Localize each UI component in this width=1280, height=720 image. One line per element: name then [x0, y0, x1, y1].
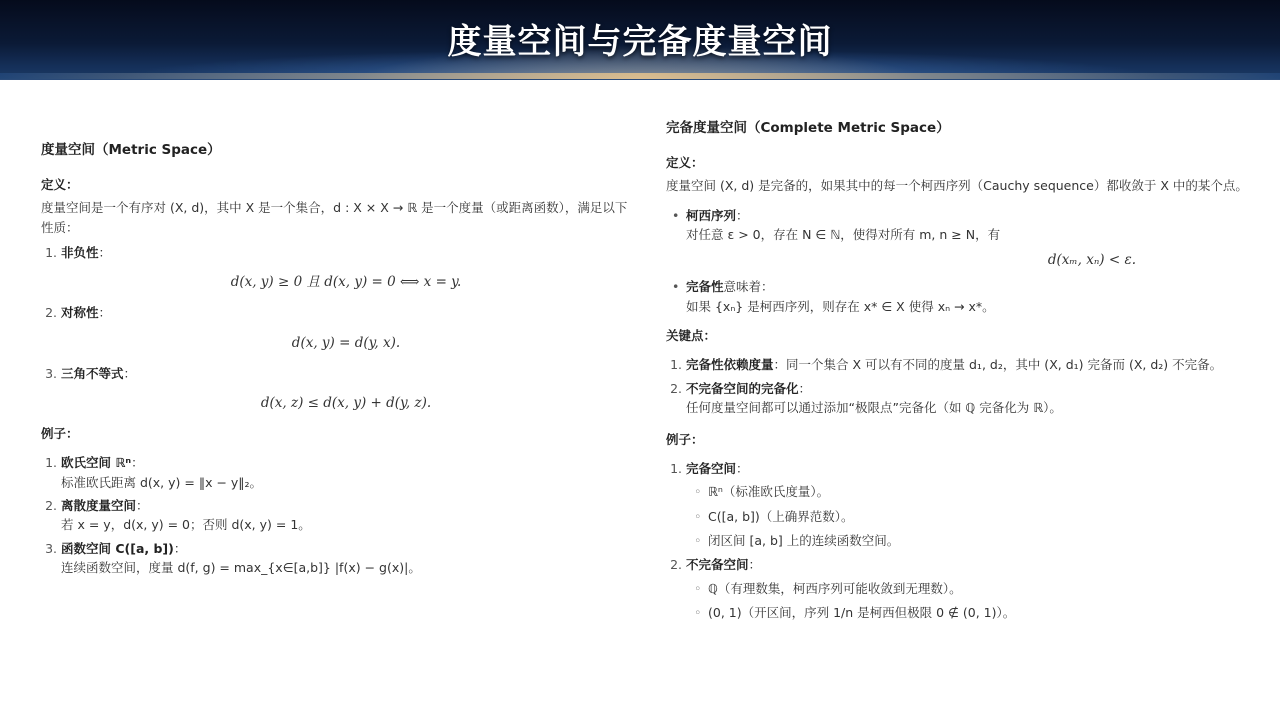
right-def-label-text: 定义: [666, 154, 692, 170]
complete-metric-space-section: [666, 118, 1256, 628]
left-definition-label: 定义：: [41, 176, 79, 192]
complete-spaces-list: [686, 482, 1256, 550]
incomplete-spaces-list: [686, 579, 1256, 623]
prop-label: 非负性: [61, 245, 99, 261]
list-item: ◦ ℝⁿ（标准欧氏度量）。: [694, 482, 1256, 501]
complete-spaces-label: 完备空间: [686, 460, 737, 476]
right-examples-list: [666, 459, 1256, 623]
bullet-text: 如果 {xₙ} 是柯西序列，则存在 x* ∈ X 使得 xₙ → x*。: [686, 298, 995, 314]
metric-space-heading: 度量空间（Metric Space）: [41, 142, 221, 158]
key-points-list: [666, 355, 1256, 417]
list-item: 2. 不完备空间的完备化： 任何度量空间都可以通过添加“极限点”完备化（如 ℚ 完备化为 ℝ）。: [686, 379, 1256, 418]
left-def-label-text: 定义: [41, 176, 67, 192]
list-item: ◦ (0, 1)（开区间，序列 1/n 是柯西但极限 0 ∉ (0, 1)）。: [694, 603, 1256, 622]
list-item: 2. 离散度量空间： 若 x = y，d(x, y) = 0；否则 d(x, y) = 1。: [61, 496, 631, 535]
complete-space-heading: 完备度量空间（Complete Metric Space）: [666, 120, 950, 136]
example-label: 函数空间 C([a, b]): [61, 540, 174, 556]
list-item: • 完备性意味着： 如果 {xₙ} 是柯西序列，则存在 x* ∈ X 使得 xₙ → x*。: [672, 277, 1256, 316]
key-text: 任何度量空间都可以通过添加“极限点”完备化（如 ℚ 完备化为 ℝ）。: [686, 400, 1062, 416]
example-text: 连续函数空间，度量 d(f, g) = max_{x∈[a,b]} |f(x) − g(x)|。: [61, 560, 421, 576]
prop-label: 对称性: [61, 305, 99, 321]
list-item: 1. 欧氏空间 ℝⁿ： 标准欧氏距离 d(x, y) = ‖x − y‖₂。: [61, 453, 631, 492]
right-definition-label: 定义：: [666, 154, 704, 170]
key-label: 不完备空间的完备化: [686, 380, 799, 396]
metric-properties-list: [41, 243, 631, 414]
incomplete-spaces-label: 不完备空间: [686, 557, 749, 573]
left-definition-text: 度量空间是一个有序对 (X, d)，其中 X 是一个集合，d : X × X → ℝ 是一个度量（或距离函数），满足以下性质：: [41, 200, 628, 235]
right-definition-text: 度量空间 (X, d) 是完备的，如果其中的每一个柯西序列（Cauchy sequence）都收敛于 X 中的某个点。: [666, 178, 1248, 194]
example-label: 离散度量空间: [61, 498, 137, 514]
example-label: 欧氏空间 ℝⁿ: [61, 455, 132, 471]
left-examples-list: [41, 453, 631, 577]
list-item: ◦ C([a, b])（上确界范数）。: [694, 507, 1256, 526]
list-item: • 柯西序列： 对任意 ε > 0，存在 N ∈ ℕ，使得对所有 m, n ≥ N，有 d(xₘ, xₙ) < ε.: [672, 206, 1256, 272]
page-title: 度量空间与完备度量空间: [447, 22, 833, 62]
list-item: 3. 三角不等式： d(x, z) ≤ d(x, y) + d(y, z).: [61, 364, 631, 414]
left-examples-label: 例子：: [41, 425, 79, 441]
list-item: 3. 函数空间 C([a, b])： 连续函数空间，度量 d(f, g) = max_{x∈[a,b]} |f(x) − g(x)|。: [61, 539, 631, 578]
list-item: [686, 355, 1256, 374]
prop-formula: d(x, y) = d(y, x).: [291, 334, 401, 351]
right-examples-label: 例子：: [666, 431, 704, 447]
metric-space-section: [41, 140, 631, 582]
bullet-text: 对任意 ε > 0，存在 N ∈ ℕ，使得对所有 m, n ≥ N，有: [686, 227, 1001, 243]
list-item: 1. 非负性： d(x, y) ≥ 0 且 d(x, y) = 0 ⟺ x = y.: [61, 243, 631, 293]
key-label: 完备性依赖度量: [686, 357, 774, 373]
list-item: 2. 对称性： d(x, y) = d(y, x).: [61, 303, 631, 353]
example-text: 标准欧氏距离 d(x, y) = ‖x − y‖₂。: [61, 474, 263, 490]
bullet-label: 完备性: [686, 279, 724, 295]
prop-formula: d(x, y) ≥ 0 且 d(x, y) = 0 ⟺ x = y.: [230, 274, 462, 291]
list-item: 1. 完备空间： ◦ ℝⁿ（标准欧氏度量）。 ◦ C([a, b])（上确界范数）。 ◦ 闭区间 [a, b] 上的连续函数空间。: [686, 459, 1256, 551]
key-label-text: 关键点: [666, 328, 704, 344]
right-definition-bullets: [666, 206, 1256, 316]
example-text: 若 x = y，d(x, y) = 0；否则 d(x, y) = 1。: [61, 517, 311, 533]
prop-label: 三角不等式: [61, 365, 124, 381]
list-item: 2. 不完备空间： ◦ ℚ（有理数集，柯西序列可能收敛到无理数）。 ◦ (0, 1)（开区间，序列 1/n 是柯西但极限 0 ∉ (0, 1)）。: [686, 555, 1256, 622]
title-banner: [0, 0, 1280, 80]
right-examples-label-text: 例子: [666, 431, 692, 447]
prop-formula: d(x, z) ≤ d(x, y) + d(y, z).: [260, 395, 432, 412]
banner-glow: [0, 73, 1280, 79]
key-text: ：同一个集合 X 可以有不同的度量 d₁, d₂，其中 (X, d₁) 完备而 (X, d₂) 不完备。: [773, 357, 1223, 373]
cauchy-formula: d(xₘ, xₙ) < ε.: [1047, 252, 1136, 269]
key-points-label: 关键点：: [666, 328, 717, 344]
list-item: ◦ 闭区间 [a, b] 上的连续函数空间。: [694, 531, 1256, 550]
bullet-label: 柯西序列: [686, 207, 737, 223]
left-examples-label-text: 例子: [41, 425, 67, 441]
list-item: ◦ ℚ（有理数集，柯西序列可能收敛到无理数）。: [694, 579, 1256, 598]
bullet-label-suffix: 意味着: [723, 279, 762, 295]
